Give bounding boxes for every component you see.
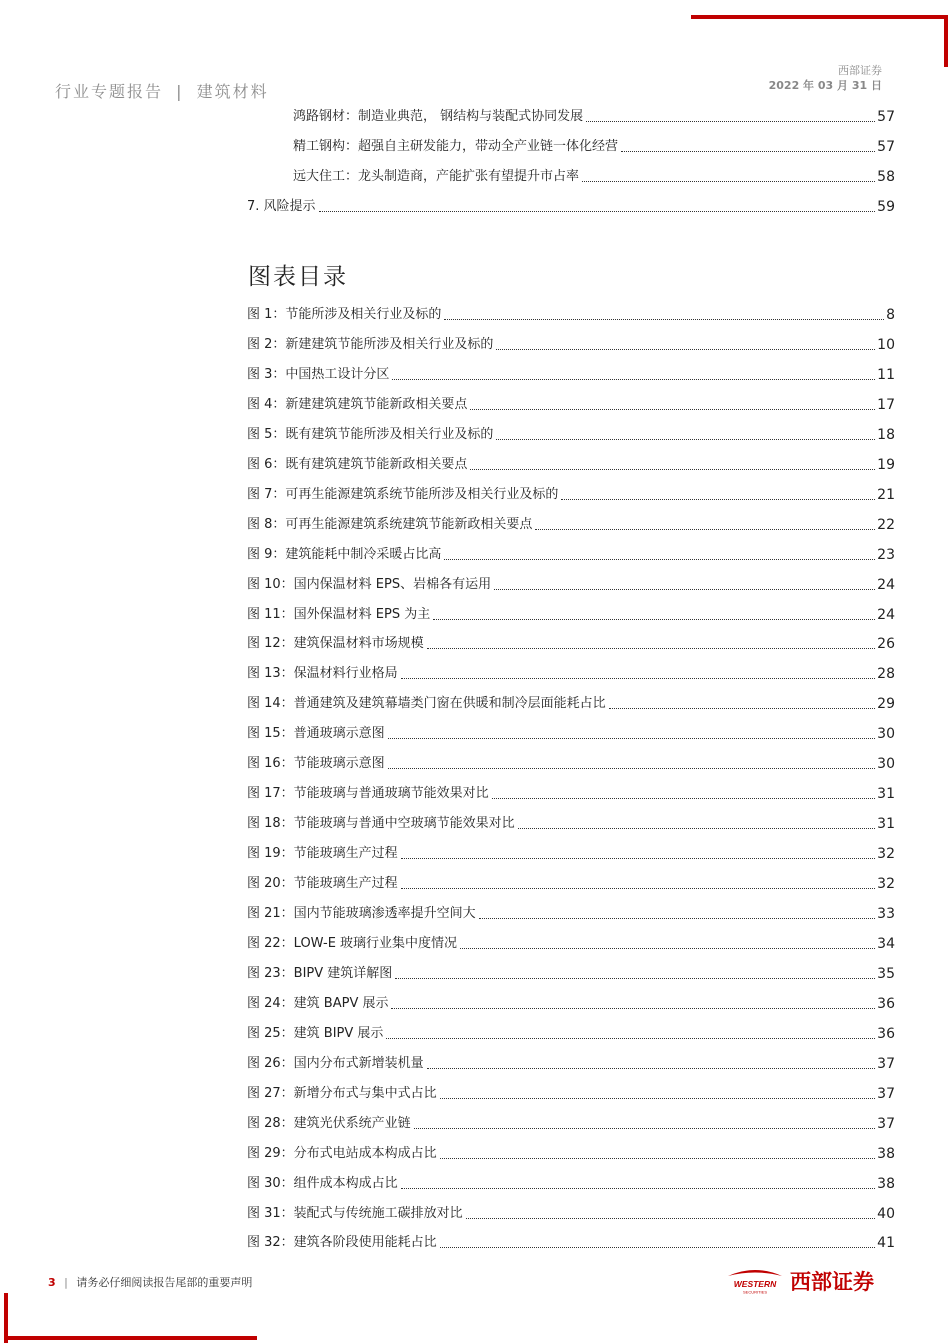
toc-entry-page: 8 bbox=[886, 307, 895, 323]
toc-entry-page: 34 bbox=[877, 935, 895, 952]
report-type: 行业专题报告 bbox=[55, 82, 164, 101]
toc-entry-label: 图 19：节能玻璃生产过程 bbox=[247, 846, 398, 862]
toc-entry-label: 图 29：分布式电站成本构成占比 bbox=[247, 1145, 437, 1161]
report-header bbox=[55, 79, 269, 102]
toc-entry-label: 图 15：普通玻璃示意图 bbox=[247, 726, 385, 742]
dot-leader bbox=[470, 409, 875, 410]
toc-entry-page: 31 bbox=[877, 786, 895, 803]
toc-entry[interactable] bbox=[247, 362, 895, 384]
toc-entry-label: 精工钢构：超强自主研发能力，带动全产业链一体化经营 bbox=[293, 139, 619, 154]
toc-entry-label: 图 2：新建建筑节能所涉及相关行业及标的 bbox=[247, 336, 494, 352]
toc-entry-label: 图 25：建筑 BIPV 展示 bbox=[247, 1025, 384, 1041]
dot-leader bbox=[466, 1218, 875, 1219]
company-logo bbox=[724, 1266, 899, 1296]
toc-entry-label: 图 10：国内保温材料 EPS、岩棉各有运用 bbox=[247, 576, 492, 592]
toc-entry-label: 图 28：建筑光伏系统产业链 bbox=[247, 1115, 411, 1131]
toc-entry-page: 22 bbox=[877, 516, 895, 533]
footer bbox=[48, 1274, 252, 1290]
toc-entry[interactable] bbox=[247, 134, 895, 156]
toc-entry[interactable] bbox=[247, 811, 895, 833]
toc-entry-label: 图 16：节能玻璃示意图 bbox=[247, 756, 385, 772]
header-meta bbox=[769, 63, 882, 93]
dot-leader bbox=[496, 439, 875, 440]
toc-entry[interactable] bbox=[247, 871, 895, 893]
toc-entry-label: 图 23：BIPV 建筑详解图 bbox=[247, 965, 393, 981]
dot-leader bbox=[582, 181, 875, 182]
toc-entry-label: 图 4：新建建筑建筑节能新政相关要点 bbox=[247, 396, 468, 412]
toc-entry-label: 图 6：既有建筑建筑节能新政相关要点 bbox=[247, 456, 468, 472]
dot-leader bbox=[401, 888, 875, 889]
toc-entry-page: 59 bbox=[877, 199, 895, 215]
toc-entry-page: 28 bbox=[877, 666, 895, 683]
toc-entry[interactable] bbox=[247, 1111, 895, 1133]
toc-entry-page: 36 bbox=[877, 1025, 895, 1042]
dot-leader bbox=[414, 1128, 875, 1129]
dot-leader bbox=[609, 708, 875, 709]
toc-entry-label: 图 13：保温材料行业格局 bbox=[247, 666, 398, 682]
dot-leader bbox=[440, 1247, 875, 1248]
toc-entry-page: 38 bbox=[877, 1145, 895, 1162]
toc-entry[interactable] bbox=[247, 691, 895, 713]
toc-entry[interactable] bbox=[247, 961, 895, 983]
toc-entry[interactable] bbox=[247, 512, 895, 534]
toc-entry-page: 38 bbox=[877, 1175, 895, 1192]
figures-title: 图表目录 bbox=[248, 264, 348, 290]
toc-entry-label: 7. 风险提示 bbox=[247, 199, 316, 214]
toc-entry[interactable] bbox=[247, 332, 895, 354]
toc-entry-page: 24 bbox=[877, 606, 895, 623]
toc-entry-label: 图 3：中国热工设计分区 bbox=[247, 366, 390, 382]
toc-entry[interactable] bbox=[247, 302, 895, 324]
toc-entry[interactable] bbox=[247, 781, 895, 803]
toc-entry[interactable] bbox=[247, 452, 895, 474]
dot-leader bbox=[444, 559, 875, 560]
toc-entry-label: 图 8：可再生能源建筑系统建筑节能新政相关要点 bbox=[247, 516, 533, 532]
toc-entry-label: 图 1：节能所涉及相关行业及标的 bbox=[247, 307, 442, 322]
dot-leader bbox=[388, 768, 875, 769]
toc-entry-page: 11 bbox=[877, 366, 895, 383]
dot-leader bbox=[494, 589, 875, 590]
toc-entry-page: 30 bbox=[877, 726, 895, 743]
toc-entry-page: 33 bbox=[877, 906, 895, 922]
dot-leader bbox=[427, 648, 875, 649]
frame-top-accent bbox=[691, 15, 948, 19]
toc-entry-page: 32 bbox=[877, 876, 895, 893]
toc-entry[interactable] bbox=[247, 602, 895, 624]
dot-leader bbox=[470, 469, 875, 470]
frame-bottom-accent bbox=[4, 1336, 257, 1340]
dot-leader bbox=[401, 858, 875, 859]
toc-entry[interactable] bbox=[247, 901, 895, 923]
toc-entry-label: 图 20：节能玻璃生产过程 bbox=[247, 876, 398, 892]
toc-entry-label: 图 32：建筑各阶段使用能耗占比 bbox=[247, 1235, 437, 1251]
dot-leader bbox=[388, 738, 875, 739]
svg-text:WESTERN: WESTERN bbox=[733, 1279, 777, 1289]
toc-entry[interactable] bbox=[247, 1201, 895, 1223]
logo-company-name: 西部证券 bbox=[790, 1270, 874, 1294]
toc-entry[interactable] bbox=[247, 1081, 895, 1103]
toc-entry-page: 24 bbox=[877, 576, 895, 593]
dot-leader bbox=[479, 918, 875, 919]
dot-leader bbox=[440, 1158, 875, 1159]
dot-leader bbox=[561, 499, 875, 500]
toc-entry[interactable] bbox=[247, 1230, 895, 1252]
toc-entry-label: 图 14：普通建筑及建筑幕墙类门窗在供暖和制冷层面能耗占比 bbox=[247, 696, 606, 712]
toc-entry-page: 57 bbox=[877, 139, 895, 155]
dot-leader bbox=[427, 1068, 875, 1069]
toc-entry-label: 图 27：新增分布式与集中式占比 bbox=[247, 1085, 437, 1101]
toc-entry[interactable] bbox=[247, 1141, 895, 1163]
dot-leader bbox=[392, 379, 875, 380]
toc-entry-page: 31 bbox=[877, 816, 895, 833]
toc-entry-page: 35 bbox=[877, 965, 895, 982]
toc-entry-page: 30 bbox=[877, 756, 895, 773]
dot-leader bbox=[518, 828, 875, 829]
toc-entry-page: 57 bbox=[877, 109, 895, 125]
page-number: 3 bbox=[48, 1276, 56, 1289]
footer-separator: | bbox=[64, 1276, 68, 1289]
toc-entry[interactable] bbox=[247, 1171, 895, 1193]
header-separator: | bbox=[176, 82, 184, 101]
toc-entry-page: 19 bbox=[877, 456, 895, 473]
toc-entry[interactable] bbox=[247, 164, 895, 186]
toc-entry-label: 图 9：建筑能耗中制冷采暖占比高 bbox=[247, 546, 442, 562]
toc-entry-label: 图 31：装配式与传统施工碳排放对比 bbox=[247, 1205, 463, 1221]
dot-leader bbox=[401, 1188, 875, 1189]
toc-entry[interactable] bbox=[247, 721, 895, 743]
dot-leader bbox=[496, 349, 875, 350]
toc-entry-label: 图 5：既有建筑节能所涉及相关行业及标的 bbox=[247, 426, 494, 442]
dot-leader bbox=[586, 121, 875, 122]
toc-entry[interactable] bbox=[247, 631, 895, 653]
disclaimer-notice: 请务必仔细阅读报告尾部的重要声明 bbox=[76, 1276, 253, 1289]
toc-entry-page: 37 bbox=[877, 1055, 895, 1072]
toc-entry-label: 图 26：国内分布式新增装机量 bbox=[247, 1055, 424, 1071]
dot-leader bbox=[440, 1098, 875, 1099]
toc-entry[interactable] bbox=[247, 194, 895, 216]
toc-entry-label: 图 22：LOW-E 玻璃行业集中度情况 bbox=[247, 935, 458, 951]
toc-entry-page: 26 bbox=[877, 636, 895, 653]
toc-entry[interactable] bbox=[247, 1021, 895, 1043]
dot-leader bbox=[460, 948, 875, 949]
dot-leader bbox=[433, 619, 875, 620]
toc-entry[interactable] bbox=[247, 392, 895, 414]
toc-entry-page: 21 bbox=[877, 486, 895, 503]
toc-entry[interactable] bbox=[247, 422, 895, 444]
toc-entry-label: 图 21：国内节能玻璃渗透率提升空间大 bbox=[247, 906, 476, 921]
toc-entry[interactable] bbox=[247, 104, 895, 126]
toc-entry-page: 23 bbox=[877, 546, 895, 563]
dot-leader bbox=[535, 529, 875, 530]
toc-entry[interactable] bbox=[247, 542, 895, 564]
toc-entry[interactable] bbox=[247, 572, 895, 594]
toc-entry[interactable] bbox=[247, 991, 895, 1013]
toc-entry-label: 图 11：国外保温材料 EPS 为主 bbox=[247, 606, 431, 622]
toc-entry-page: 40 bbox=[877, 1205, 895, 1222]
toc-entry-page: 36 bbox=[877, 995, 895, 1012]
dot-leader bbox=[492, 798, 875, 799]
toc-entry-label: 图 17：节能玻璃与普通玻璃节能效果对比 bbox=[247, 786, 489, 802]
frame-right-accent bbox=[944, 15, 948, 67]
dot-leader bbox=[395, 978, 875, 979]
toc-entry-page: 41 bbox=[877, 1235, 895, 1252]
western-logo-icon bbox=[724, 1266, 786, 1296]
toc-entry-page: 58 bbox=[877, 169, 895, 185]
dot-leader bbox=[401, 678, 875, 679]
toc-entry[interactable] bbox=[247, 841, 895, 863]
toc-entry[interactable] bbox=[247, 661, 895, 683]
dot-leader bbox=[386, 1038, 875, 1039]
dot-leader bbox=[621, 151, 875, 152]
toc-entry-page: 32 bbox=[877, 846, 895, 863]
toc-entry-page: 17 bbox=[877, 396, 895, 413]
dot-leader bbox=[391, 1008, 875, 1009]
toc-entry-label: 图 30：组件成本构成占比 bbox=[247, 1175, 398, 1191]
dot-leader bbox=[319, 211, 876, 212]
toc-entry-label: 远大住工：龙头制造商，产能扩张有望提升市占率 bbox=[293, 169, 580, 184]
toc-entry-page: 37 bbox=[877, 1085, 895, 1102]
toc-entry-label: 图 18：节能玻璃与普通中空玻璃节能效果对比 bbox=[247, 816, 515, 832]
toc-entry-label: 鸿路钢材：制造业典范， 钢结构与装配式协同发展 bbox=[293, 109, 584, 124]
toc-entry[interactable] bbox=[247, 751, 895, 773]
toc-entry-page: 10 bbox=[877, 336, 895, 353]
toc-entry-label: 图 24：建筑 BAPV 展示 bbox=[247, 995, 389, 1011]
toc-entry-label: 图 7：可再生能源建筑系统节能所涉及相关行业及标的 bbox=[247, 486, 559, 502]
company-name: 西部证券 bbox=[838, 64, 882, 77]
report-date: 2022 年 03 月 31 日 bbox=[768, 79, 882, 92]
toc-entry[interactable] bbox=[247, 931, 895, 953]
toc-entry-page: 37 bbox=[877, 1115, 895, 1132]
toc-entry[interactable] bbox=[247, 482, 895, 504]
industry-name: 建筑材料 bbox=[196, 82, 269, 101]
toc-entry[interactable] bbox=[247, 1051, 895, 1073]
dot-leader bbox=[444, 319, 884, 320]
toc-entry-page: 29 bbox=[877, 696, 895, 713]
toc-entry-page: 18 bbox=[877, 426, 895, 443]
toc-entry-label: 图 12：建筑保温材料市场规模 bbox=[247, 636, 424, 652]
svg-text:SECURITIES: SECURITIES bbox=[742, 1289, 768, 1295]
